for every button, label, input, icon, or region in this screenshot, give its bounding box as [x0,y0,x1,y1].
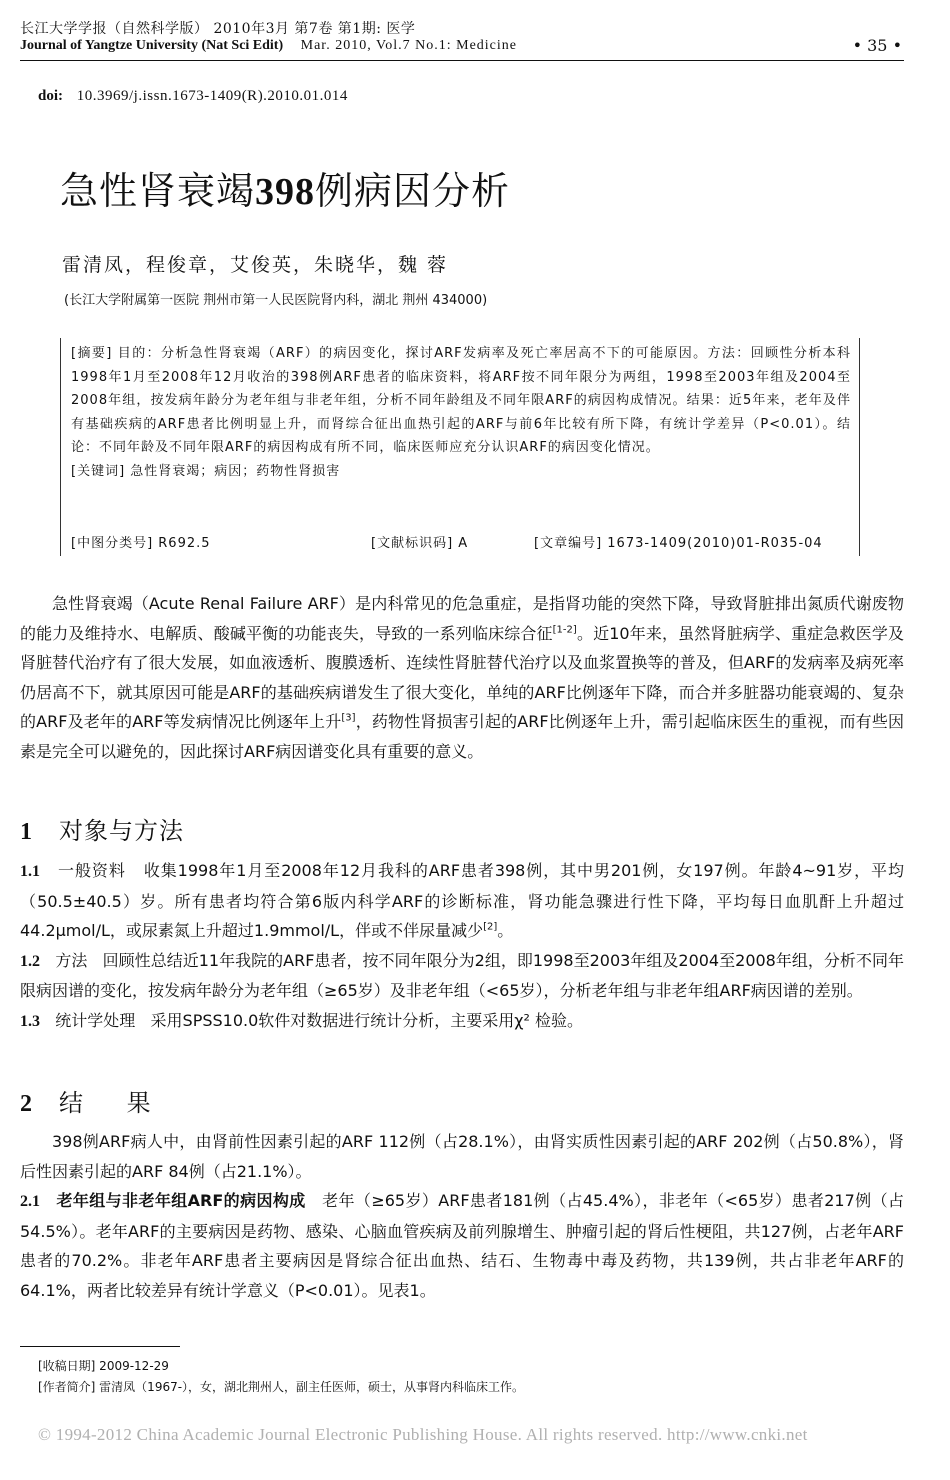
journal-header-en [20,38,517,54]
section-number: 1 [20,819,33,845]
subsection-title: 方法 [55,950,88,970]
introduction [20,589,904,766]
section-2-body [20,1127,904,1305]
section-heading-1 [20,811,184,846]
abstract-box [60,338,860,556]
journal-name-en: Journal of Yangtze University (Nat Sci Edit) [20,38,284,53]
footnote-divider [20,1346,180,1347]
doi-line [38,88,348,105]
journal-issue-en: Mar. 2010, Vol.7 No.1: Medicine [300,38,518,53]
subsection-text: 采用SPSS10.0软件对数据进行统计分析，主要采用χ² 检验。 [150,1010,584,1030]
subsection-number: 1.2 [20,952,40,970]
clc-number: [中图分类号] R692.5 [71,536,211,551]
header-divider [20,60,904,61]
doi-value[interactable]: 10.3969/j.issn.1673-1409(R).2010.01.014 [76,88,348,104]
citation-ref[interactable]: [2] [483,921,498,933]
article-number: [文章编号] 1673-1409(2010)01-R035-04 [534,536,823,551]
abstract-text: [摘要] 目的：分析急性肾衰竭（ARF）的病因变化，探讨ARF发病率及死亡率居高不下的可能原因。方法：回顾性分析本科1998年1月至2008年12月收治的398例ARF患者的临床资料，将ARF按不同年限分为两组，1998至2003年组及2004至2008年组，按发病年龄分为老年组与非老年组，分析不同年龄组及不同年限ARF的病因构成情况。结果：近5年来，老年及伴有基础疾病的ARF患者比例明显上升，而肾综合征出血热引起的ARF与前6年比较有所下降，有统计学差异（P<0.01）。结论：不同年龄及不同年限ARF的病因构成有所不同，临床医师应充分认识ARF的病因变化情况。 [71,346,851,455]
intro-text-b: 。近10年来，虽然肾脏病学、重症急救医学及肾脏替代治疗有了很大发展，如血液透析、腹膜透析、连续性肾脏替代治疗以及血浆置换等的普及，但ARF的发病率及病死率仍居高不下，就其原因可能是ARF的基础疾病谱发生了很大变化，单纯的ARF比例逐年下降，而合并多脏器功能衰竭的、复杂的ARF及老年的ARF等发病情况比例逐年上升 [20,623,904,731]
section-1-body [20,856,904,1036]
subsection-number: 1.1 [20,863,40,880]
subsection-number: 2.1 [20,1193,40,1210]
citation-ref[interactable]: [1-2] [552,624,577,636]
copyright-notice: © 1994-2012 China Academic Journal Electronic Publishing House. All rights reserved. http://www.cnki.net [38,1425,808,1444]
intro-text-c: ，药物性肾损害引起的ARF比例逐年上升，需引起临床医生的重视，而有些因素是完全可以避免的，因此探讨ARF病因谱变化具有重要的意义。 [20,712,904,761]
subsection-title: 统计学处理 [55,1010,136,1030]
citation-ref[interactable]: [3] [341,712,356,724]
subsection-1-2 [20,946,904,1006]
title-suffix: 例病因分析 [315,169,511,213]
subsection-2-1 [20,1186,904,1305]
article-title [60,160,510,215]
section-number: 2 [20,1091,33,1117]
intro-paragraph [20,589,904,766]
keywords: [关键词] 急性肾衰竭；病因；药物性肾损害 [71,463,341,479]
subsection-text: 老年（≥65岁）ARF患者181例（占45.4%），非老年（<65岁）患者217例（占54.5%）。老年ARF的主要病因是药物、感染、心脑血管疾病及前列腺增生、肿瘤引起的肾后性梗阻，共127例，占老年ARF患者的70.2%。非老年ARF患者主要病因是肾综合征出血热、结石、生物毒中毒及药物，共139例，共占非老年ARF的64.1%，两者比较差异有统计学意义（P<0.01）。见表1。 [20,1191,904,1300]
results-paragraph: 398例ARF病人中，由肾前性因素引起的ARF 112例（占28.1%），由肾实质性因素引起的ARF 202例（占50.8%），肾后性因素引起的ARF 84例（占21.1%）。 [20,1132,904,1181]
author-list: 雷清凤，程俊章，艾俊英，朱晓华，魏 蓉 [62,254,449,276]
subsection-title: 一般资料 [58,861,126,880]
section-title: 对象与方法 [59,817,184,845]
document-code: [文献标识码] A [371,536,469,551]
doi-label: doi: [38,88,64,104]
abstract-body [71,342,851,483]
footnote-received: [收稿日期] 2009-12-29 [38,1359,169,1373]
subsection-number: 1.3 [20,1012,40,1030]
subsection-text: 回顾性总结近11年我院的ARF患者，按不同年限分为2组，即1998至2003年组及2004至2008年组，分析不同年限病因谱的变化，按发病年龄分为老年组（≥65岁）及非老年组（<65岁），分析老年组与非老年组ARF病因谱的差别。 [20,950,904,1000]
subsection-1-3 [20,1006,904,1037]
title-prefix: 急性肾衰竭 [60,169,256,213]
title-number: 398 [255,171,316,213]
subsection-title: 老年组与非老年组ARF的病因构成 [56,1191,306,1210]
footnote-author-bio: [作者简介] 雷清凤（1967-），女，湖北荆州人，副主任医师，硕士，从事肾内科临床工作。 [38,1380,525,1394]
section-title: 结 果 [59,1089,169,1117]
journal-header-cn: 长江大学学报（自然科学版） 2010年3月 第7卷 第1期: 医学 [20,21,416,37]
subsection-end: 。 [497,921,514,940]
subsection-text: 收集1998年1月至2008年12月我科的ARF患者398例，其中男201例，女197例。年龄4~91岁，平均（50.5±40.5）岁。所有患者均符合第6版内科学ARF的诊断标准，肾功能急骤进行性下降，平均每日血肌酐上升超过44.2μmol/L，或尿素氮上升超过1.9mmol/L，伴或不伴尿量减少 [20,861,904,940]
affiliation: (长江大学附属第一医院 荆州市第一人民医院肾内科，湖北 荆州 434000) [64,293,488,308]
intro-text-a: 急性肾衰竭（Acute Renal Failure ARF）是内科常见的危急重症，是指肾功能的突然下降，导致肾脏排出氮质代谢废物的能力及维持水、电解质、酸碱平衡的功能丧失，导致的一系列临床综合征 [20,594,904,643]
subsection-1-1 [20,856,904,946]
section-heading-2 [20,1083,169,1118]
page-number: • 35 • [852,36,902,55]
